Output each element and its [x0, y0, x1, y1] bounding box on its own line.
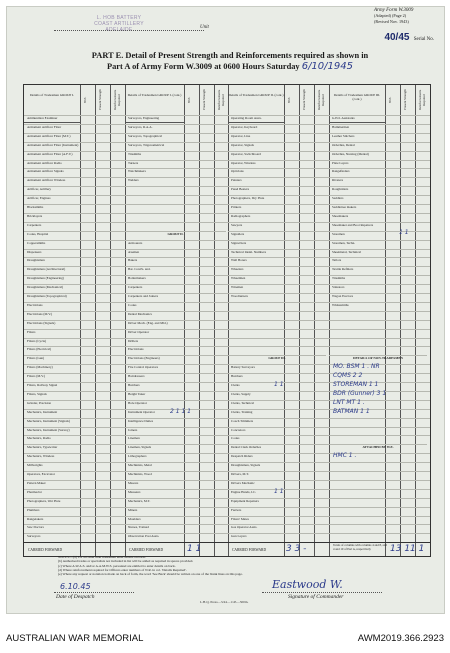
row-label: Bakers	[128, 258, 138, 263]
row-label: Rangetakers	[27, 516, 44, 521]
row-label: Fire Control Operators	[128, 365, 159, 370]
row-label: Engine Hands, I.C.	[231, 489, 257, 494]
carried-forward-label: CARRIED FORWARD	[129, 548, 164, 553]
row-label: Driver Mech. (Eng. and Mld.)	[128, 320, 168, 325]
handwritten-entry: HMC 1 .	[333, 452, 357, 460]
row-label: Hammermen	[332, 124, 350, 129]
row-label: Ammunition Examiner	[27, 116, 58, 120]
row-label: Lithographers	[128, 454, 147, 459]
row-label: Armament Artificer Signals	[27, 169, 64, 174]
row-label: Surveyors, Topographical	[128, 133, 162, 138]
row-label: Orderlies, Nursing (Mental)	[332, 151, 369, 156]
row-label: Hairdressers	[128, 374, 145, 379]
column-header-we: W.E.	[187, 96, 191, 104]
row-label: Photographers, Wet Plate	[27, 498, 61, 503]
handwritten-entry: 1 1	[274, 381, 284, 388]
row-label: Fitters (Gun)	[27, 356, 45, 361]
row-label: Technical Identi. Numbers	[231, 249, 267, 254]
row-label: Intelligence Duties	[128, 418, 153, 423]
row-label: Plate Layers	[332, 160, 349, 165]
totals-note: Totals of columns with columns 4 and 8, and 4 and 10 of Part A, respectively	[333, 543, 387, 551]
row-label: Machinists, Wood	[128, 472, 152, 476]
row-label: Textile Refitters	[332, 267, 354, 272]
row-label: Mechanics, Wireless	[27, 454, 55, 459]
handwritten-entry: 1 1	[187, 544, 202, 555]
row-label: Operating Room Assts.	[231, 116, 262, 120]
row-label: Electricians	[27, 302, 43, 307]
row-label: Plumbers	[27, 507, 40, 512]
row-label: Welders	[128, 178, 139, 183]
row-label: Joiners	[128, 427, 138, 432]
row-label: Mechanics, Radio	[27, 436, 51, 441]
row-label: Pharmacist	[27, 489, 42, 494]
row-label: Photographers, Dry Plate	[231, 196, 265, 201]
row-label: Masons	[128, 480, 139, 485]
row-label: Dental Mechanics	[128, 311, 152, 316]
row-label: Cooks, Hospital	[27, 231, 49, 236]
signature-label: Signature of Commander	[288, 594, 344, 600]
handwritten-entry: BATMAN 1 1	[333, 407, 370, 415]
row-label: Fitters (Cycle)	[27, 338, 47, 343]
row-label: Artificer, Engines	[27, 196, 51, 201]
row-label: Sheetmetal, Technical	[332, 249, 362, 254]
row-label: Draughtsmen (Topographical)	[27, 294, 67, 298]
row-label: Boilermakers	[128, 276, 146, 281]
carried-forward-label: CARRIED FORWARD	[232, 548, 267, 553]
handwritten-entry: CQMS 2 2	[333, 372, 363, 380]
row-label: Saddlers	[332, 196, 344, 201]
row-label: Shoemaker and Boot Repairers	[332, 222, 374, 227]
row-label: Wheelmen	[231, 276, 246, 281]
row-label: Miners	[128, 507, 138, 512]
row-label: Riveters	[332, 178, 343, 183]
column-header-reinf: Reinforcements Required	[418, 89, 426, 111]
row-label: Storemen	[332, 231, 345, 236]
row-label: Wiremen	[231, 285, 244, 290]
row-label: Fitters' Mates	[231, 516, 249, 521]
row-label: Mechanics, M.T.	[128, 498, 151, 503]
row-label: Storemen, Techn.	[332, 240, 356, 245]
row-label: Armament Artificer Wireless	[27, 178, 66, 183]
serial-value: 40/45	[384, 32, 410, 43]
row-label: Orderlies, Dental	[332, 142, 355, 147]
column-header-we: W.E.	[83, 96, 87, 104]
column-header-present: Present Strength	[98, 89, 102, 111]
row-label: Height Taker	[128, 391, 146, 396]
column-header: Details of Tradesmen GROUP I. (cont.)	[125, 85, 184, 123]
row-label: Wall Borers	[231, 258, 247, 263]
row-label: Blacksmiths	[27, 205, 44, 209]
row-label: Operator, Keyboard	[231, 124, 258, 129]
row-label: Drillers	[128, 338, 139, 343]
row-label: DETAILS OF NON-TRADESMEN	[353, 356, 403, 361]
row-label: Farriers	[231, 507, 242, 512]
row-label: Printers	[231, 205, 242, 209]
row-label: Panel Beaters	[231, 187, 250, 192]
row-label: Operator, Switchboard	[231, 151, 261, 156]
row-label: Fitters (Electrical)	[27, 347, 52, 352]
row-label: Nurses, Trained	[128, 525, 149, 530]
row-label: Artificer, Artillery	[27, 187, 52, 192]
row-label: Clerks, Technical	[231, 400, 254, 405]
row-label: Fitters	[27, 329, 36, 334]
serial-label: Serial No.	[413, 37, 434, 42]
row-label: Moulders	[128, 516, 141, 521]
row-label: Surveyors, R.A.A.	[128, 124, 153, 129]
row-label: Surveyors, Engineering	[128, 116, 160, 120]
row-label: Hole Operator	[128, 400, 147, 405]
row-label: Saddletree makers	[332, 205, 357, 209]
strength-table	[23, 84, 431, 557]
row-label: Fitters (M.V.)	[27, 374, 45, 379]
page-title: PART E. Detail of Present Strength and Reinforcements required as shown in Part A of Army Form W.3009 at 0600 Hours Saturday 6/10/1945	[91, 51, 369, 72]
column-header-present: Present Strength	[302, 89, 306, 111]
row-label: Operator, Wireless	[231, 160, 256, 165]
row-label: Drivers, M.T.	[231, 472, 249, 476]
column-header-reinf: Reinforcements Required	[217, 89, 225, 111]
row-label: Fitters, Signals	[27, 391, 47, 396]
row-label: Millwrights	[27, 463, 43, 468]
print-info: L.H.Q. Press—3/44—1/45—300m.	[200, 600, 249, 604]
row-label: Valuators	[332, 285, 345, 290]
column-header-reinf: Reinforcements Required	[317, 89, 325, 111]
row-label: Mechanics, Typewriter	[27, 445, 58, 450]
row-label: Mechanics, Instrument	[27, 409, 58, 414]
carried-forward-label: CARRIED FORWARD	[28, 548, 63, 553]
column-header-reinf: Reinforcements Required	[113, 89, 121, 111]
signature-line	[262, 592, 382, 593]
row-label: Instrument Operator	[128, 409, 155, 414]
handwritten-entry: 13 11 1	[390, 544, 425, 555]
row-label: Watchmakers	[128, 169, 146, 174]
row-label: Tinsmiths	[332, 276, 346, 281]
unit-label: Unit	[200, 25, 209, 30]
row-label: Machinists, Metal	[128, 463, 152, 468]
row-label: Wheelers	[231, 267, 244, 272]
row-label: Battery Surveyors	[231, 365, 255, 370]
handwritten-entry: 1 1	[274, 487, 284, 495]
row-label: Coppersmiths	[27, 240, 46, 245]
row-label: Operator, Line	[231, 133, 251, 138]
row-label: Radiographers	[231, 213, 251, 218]
row-label: Operators, Excavator	[27, 472, 56, 476]
handwritten-entry: BDR (Gunner) 3 1	[333, 389, 387, 397]
footer-notes: NOTES.—(a) For all other than tradesmen enter details on back. (b) Authorised trades or specialists not included in list will be added as required in spaces provided. (c) Where A.W.A.S. and/or A.A.M.W.S. personnel are entitled to enter details on back. (d) Where reinforcement required for Officers enter numbers of N.R. in col. 'Details Required'. (e) Where any request or notation is made on back of form, the word 'See Back' should be written on one of the blank lines on this page.	[58, 555, 243, 577]
column-header-we: W.E.	[287, 96, 291, 104]
title-year: 5	[346, 61, 353, 72]
row-label: Draughtsmen	[27, 258, 45, 263]
commander-signature: Eastwood W.	[272, 578, 343, 591]
row-label: Rangefinders	[332, 169, 350, 174]
column-header: Details of Tradesmen GROUP II. (cont.)	[228, 85, 284, 123]
row-label: Pattern Maker	[27, 480, 46, 485]
column-header: Details of Tradesmen GROUP III. (cont.)	[329, 85, 385, 123]
row-label: Dental Clerk Orderlies	[231, 445, 262, 450]
row-label: G.P.O. Assistants	[332, 116, 355, 120]
column-header-present: Present Strength	[202, 89, 206, 111]
row-label: Carpenters	[128, 285, 143, 290]
row-label: Wagon Erectors	[332, 294, 354, 298]
serial-number	[384, 32, 434, 43]
credit-left: AUSTRALIAN WAR MEMORIAL	[6, 633, 144, 644]
despatch-label: Date of Despatch	[56, 594, 95, 600]
handwritten-entry: MO. BSM 1 . NR	[333, 363, 380, 371]
army-form-ref: Army Form W.3009 (Adapted) (Page 2) (Revised Nov. 1943)	[374, 8, 414, 24]
row-label: Observation Post Assts.	[128, 534, 160, 539]
row-label: Clerks	[231, 383, 240, 387]
row-label: Armament Artificer Fitter (A.F.V.)	[27, 151, 73, 156]
row-label: Turners	[128, 160, 139, 165]
row-label: Armament Artificer Fitter	[27, 124, 62, 129]
row-label: Armourers	[128, 240, 143, 245]
row-label: Draughtsmen, Signals	[231, 463, 261, 468]
handwritten-entry: 1 1	[399, 228, 409, 236]
row-label: Grinder, Precision	[27, 400, 52, 405]
row-label: Electricians (Engineers)	[128, 356, 160, 361]
credit-right: AWM2019.366.2923	[357, 633, 444, 644]
row-label: Draughtsmen (Mechanical)	[27, 285, 64, 290]
row-label: ATTACHED BY W.E.	[362, 445, 394, 450]
row-label: Butchers	[231, 374, 243, 379]
row-label: Saw Doctors	[27, 525, 44, 530]
row-label: Whitesmiths	[332, 302, 349, 307]
row-label: Operator, Signals	[231, 142, 254, 147]
handwritten-entry: STOREMAN 1 1	[333, 381, 379, 388]
row-label: Fitters, Railway Signal	[27, 383, 58, 387]
row-label: Armament Artificer Fitter (Instrument)	[27, 142, 79, 147]
handwritten-entry: 3 3 -	[286, 544, 307, 555]
row-label: Driver Operator	[128, 329, 150, 334]
row-label: Gas Operator Assts.	[231, 525, 258, 530]
row-label: Mechanics, Instrument (Signals)	[27, 418, 70, 423]
row-label: Draughtsmen (Engineering)	[27, 276, 64, 281]
despatch-line	[54, 592, 134, 593]
row-label: Fitters (Machinery)	[27, 365, 53, 370]
row-label: Shoemakers	[332, 213, 349, 218]
row-label: Electricians (M.V.)	[27, 311, 53, 316]
row-label: Linemen	[128, 436, 140, 441]
row-label: Leather Stitchers	[332, 133, 355, 138]
row-label: GROUP II.	[167, 231, 184, 236]
row-label: Equipment Repairers	[231, 498, 259, 503]
row-label: GROUP III.	[268, 356, 286, 361]
row-label: Armament Artificer Fitter (M.T.)	[27, 133, 71, 138]
row-label: Painters	[231, 178, 242, 183]
row-label: Bar. Cond's. and.	[128, 267, 151, 272]
row-label: Clerks, Supply	[231, 391, 251, 396]
column-header: Details of Tradesmen GROUP I.	[24, 85, 80, 123]
row-label: Armament Artificer Radio	[27, 160, 62, 165]
title-date: 6/10/194	[301, 61, 347, 72]
row-label: Masseurs	[128, 489, 141, 494]
row-label: Electricians	[128, 347, 144, 352]
row-label: Draughtsmen (Architectural)	[27, 267, 66, 272]
handwritten-entry: LNT MT 1 .	[333, 398, 365, 406]
column-header-we: W.E.	[388, 96, 392, 104]
row-label: Linemen, Signals	[128, 445, 152, 450]
row-label: Roughriders	[332, 187, 349, 192]
handwritten-entry: 2 1 1 1	[170, 407, 191, 415]
row-label: Electricians (Signals)	[27, 320, 56, 325]
row-label: Carpenters and Joiners	[128, 294, 159, 298]
row-label: Mechanics, Instrument (Survey)	[27, 427, 70, 432]
row-label: Clerks, Training	[231, 409, 253, 414]
row-label: Bricklayers	[27, 213, 43, 218]
row-label: Tailors	[332, 258, 342, 263]
row-label: Axemen	[128, 249, 140, 254]
row-label: Surveyors	[27, 534, 41, 539]
row-label: Woodturners	[231, 294, 248, 298]
row-label: Cooks	[128, 302, 137, 307]
despatch-date: 6.10.45	[60, 582, 91, 591]
row-label: Cooks	[231, 436, 240, 441]
row-label: Signwriters	[231, 240, 247, 245]
unit-stamp: L. HOB BATTERY COAST ARTILLERY ADELAIDE	[94, 15, 144, 33]
unit-line	[54, 30, 204, 31]
column-header-present: Present Strength	[403, 89, 407, 111]
row-label: Concretors	[231, 427, 246, 432]
row-label: Gun Layers	[231, 534, 247, 539]
row-label: Opticians	[231, 169, 244, 174]
row-label: Sawyers	[231, 222, 243, 227]
row-label: Butchers	[128, 383, 140, 387]
row-label: Drivers Mechanic	[231, 480, 255, 485]
row-label: Surveyors, Trigonometrical	[128, 142, 165, 147]
row-label: Dispensers	[27, 249, 42, 254]
row-label: Signallers	[231, 231, 245, 236]
row-label: Despatch Riders	[231, 454, 253, 459]
row-label: Carpenters	[27, 222, 42, 227]
row-label: Tinsmiths	[128, 151, 142, 156]
row-label: Coach Trimmers	[231, 418, 254, 423]
